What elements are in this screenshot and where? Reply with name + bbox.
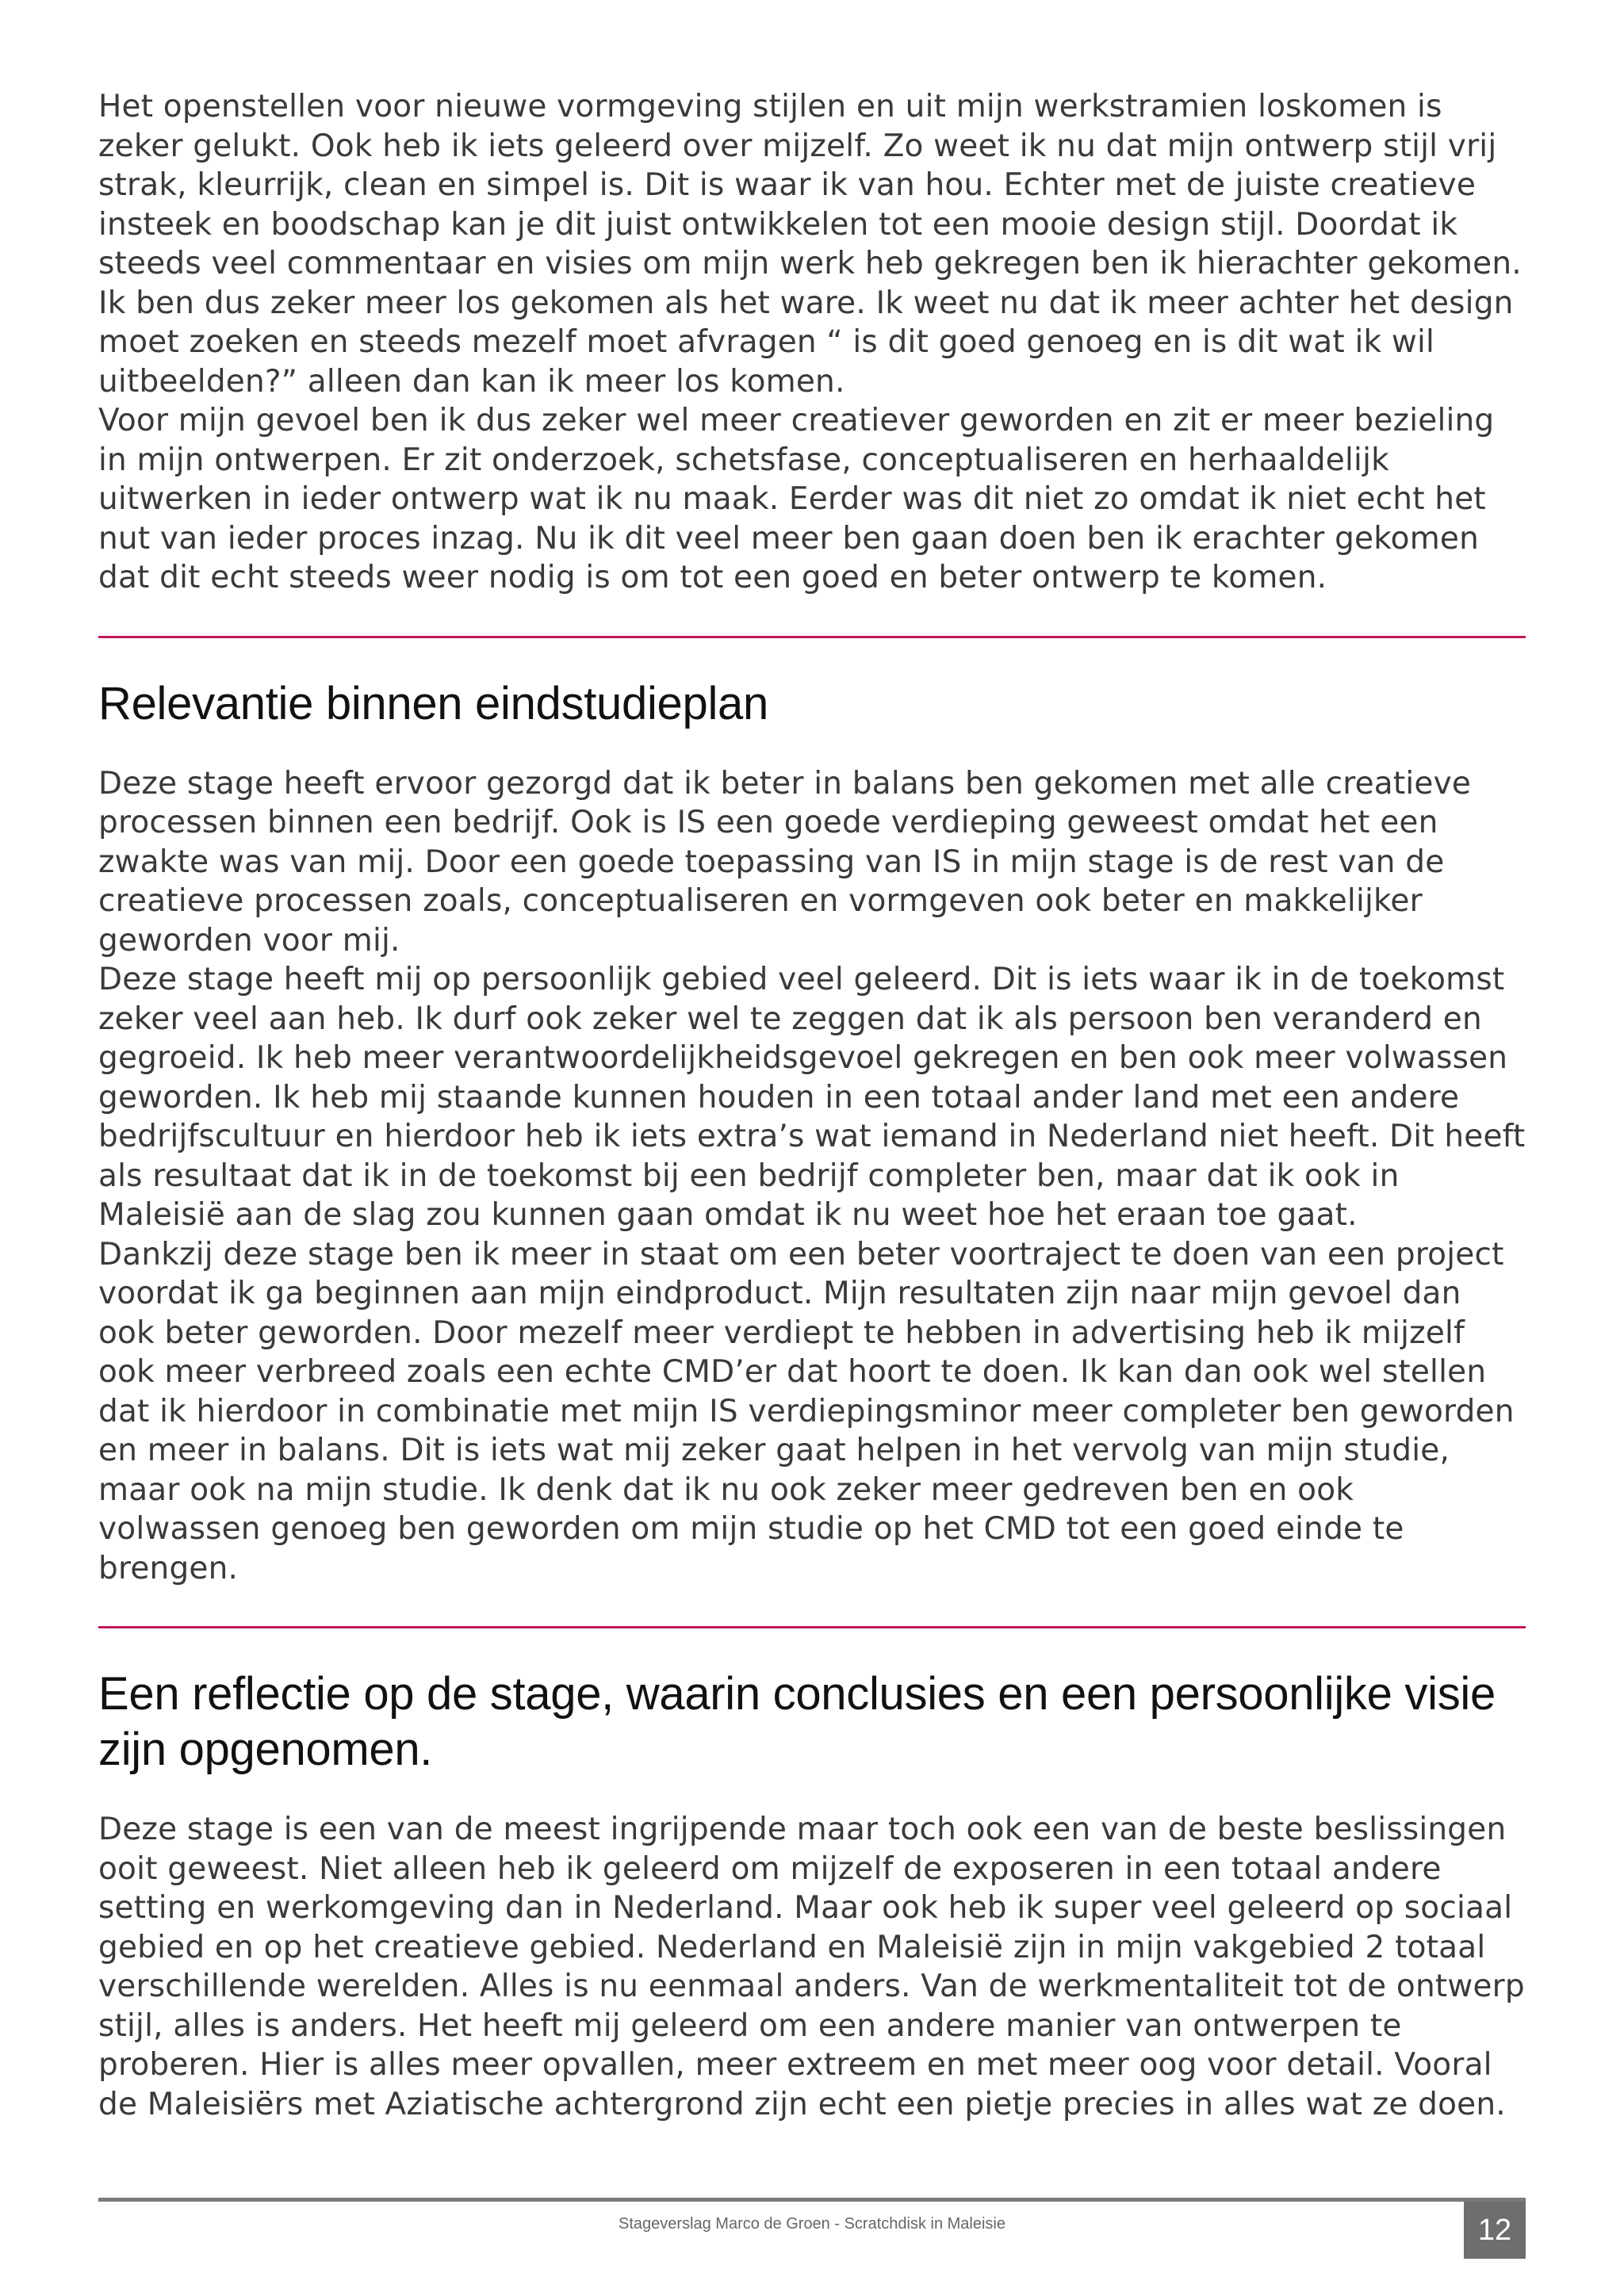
section-heading-reflection: Een reflectie op de stage, waarin conclusies en een persoonlijke visie zijn opgenomen. (98, 1668, 1496, 1775)
relevance-paragraph-2: Deze stage heeft mij op persoonlijk gebied veel geleerd. Dit is iets waar ik in de toekomst zeker veel aan heb. Ik durf ook zeker wel te zeggen dat ik als persoon ben veranderd en gegroeid. Ik heb meer verantwoordelijkheidsgevoel gekregen en ben ook meer volwassen geworden. Ik heb mij staande kunnen houden in een totaal ander land met een andere bedrijfscultuur en hierdoor heb ik iets extra’s wat iemand in Nederland niet heeft. Dit heeft als resultaat dat ik in de toekomst bij een bedrijf completer ben, maar dat ik ook in Maleisië aan de slag zou kunnen gaan omdat ik nu weet hoe het eraan toe gaat. (98, 962, 1526, 1233)
reflection-section (98, 1667, 1526, 2124)
intro-section (98, 87, 1526, 598)
page-footer (98, 2198, 1526, 2260)
section-divider (98, 1626, 1526, 1628)
intro-paragraph-1: Het openstellen voor nieuwe vormgeving stijlen en uit mijn werkstramien loskomen is zeker gelukt. Ook heb ik iets geleerd over mijzelf. Zo weet ik nu dat mijn ontwerp stijl vrij strak, kleurrijk, clean en simpel is. Dit is waar ik van hou. Echter met de juiste creatieve insteek en boodschap kan je dit juist ontwikkelen tot een mooie design stijl. Doordat ik steeds veel commentaar en visies om mijn werk heb gekregen ben ik hierachter gekomen. Ik ben dus zeker meer los gekomen als het ware. Ik weet nu dat ik meer achter het design moet zoeken en steeds mezelf moet afvragen “ is dit goed genoeg en is dit wat ik wil uitbeelden?” alleen dan kan ik meer los komen. (98, 89, 1522, 400)
intro-paragraph-2: Voor mijn gevoel ben ik dus zeker wel meer creatiever geworden en zit er meer bezieling in mijn ontwerpen. Er zit onderzoek, schetsfase, conceptualiseren en herhaaldelijk uitwerken in ieder ontwerp wat ik nu maak. Eerder was dit niet zo omdat ik niet echt het nut van ieder proces inzag. Nu ik dit veel meer ben gaan doen ben ik erachter gekomen dat dit echt steeds weer nodig is om tot een goed en beter ontwerp te komen. (98, 403, 1495, 595)
relevance-paragraph-1: Deze stage heeft ervoor gezorgd dat ik beter in balans ben gekomen met alle creatieve processen binnen een bedrijf. Ook is IS een goede verdieping geweest omdat het een zwakte was van mij. Door een goede toepassing van IS in mijn stage is de rest van de creatieve processen zoals, conceptualiseren en vormgeven ook beter en makkelijker geworden voor mij. (98, 765, 1472, 959)
section-heading-relevance: Relevantie binnen eindstudieplan (98, 677, 768, 729)
relevance-paragraph-3: Dankzij deze stage ben ik meer in staat om een beter voortraject te doen van een project voordat ik ga beginnen aan mijn eindproduct. Mijn resultaten zijn naar mijn gevoel dan ook beter geworden. Door mezelf meer verdiept te hebben in advertising heb ik mijzelf ook meer verbreed zoals een echte CMD’er dat hoort te doen. Ik kan dan ook wel stellen dat ik hierdoor in combinatie met mijn IS verdiepingsminor meer completer ben geworden en meer in balans. Dit is iets wat mij zeker gaat helpen in het vervolg van mijn studie, maar ook na mijn studie. Ik denk dat ik nu ook zeker meer gedreven ben en ook volwassen genoeg ben geworden om mijn studie op het CMD tot een goed einde te brengen. (98, 1236, 1515, 1586)
page-number-badge: 12 (1464, 2202, 1526, 2259)
footer-rule (98, 2198, 1526, 2202)
section-divider (98, 636, 1526, 638)
relevance-section (98, 676, 1526, 1589)
document-page (98, 87, 1526, 2124)
footer-title: Stageverslag Marco de Groen - Scratchdisk in Maleisie (619, 2215, 1005, 2233)
reflection-paragraph-1: Deze stage is een van de meest ingrijpende maar toch ook een van de beste beslissingen ooit geweest. Niet alleen heb ik geleerd om mijzelf de exposeren in een totaal andere setting en werkomgeving dan in Nederland. Maar ook heb ik super veel geleerd op sociaal gebied en op het creatieve gebied. Nederland en Maleisië zijn in mijn vakgebied 2 totaal verschillende werelden. Alles is nu eenmaal anders. Van de werkmentaliteit tot de ontwerp stijl, alles is anders. Het heeft mij geleerd om een andere manier van ontwerpen te proberen. Hier is alles meer opvallen, meer extreem en met meer oog voor detail. Vooral de Maleisiërs met Aziatische achtergrond zijn echt een pietje precies in alles wat ze doen. (98, 1812, 1525, 2122)
